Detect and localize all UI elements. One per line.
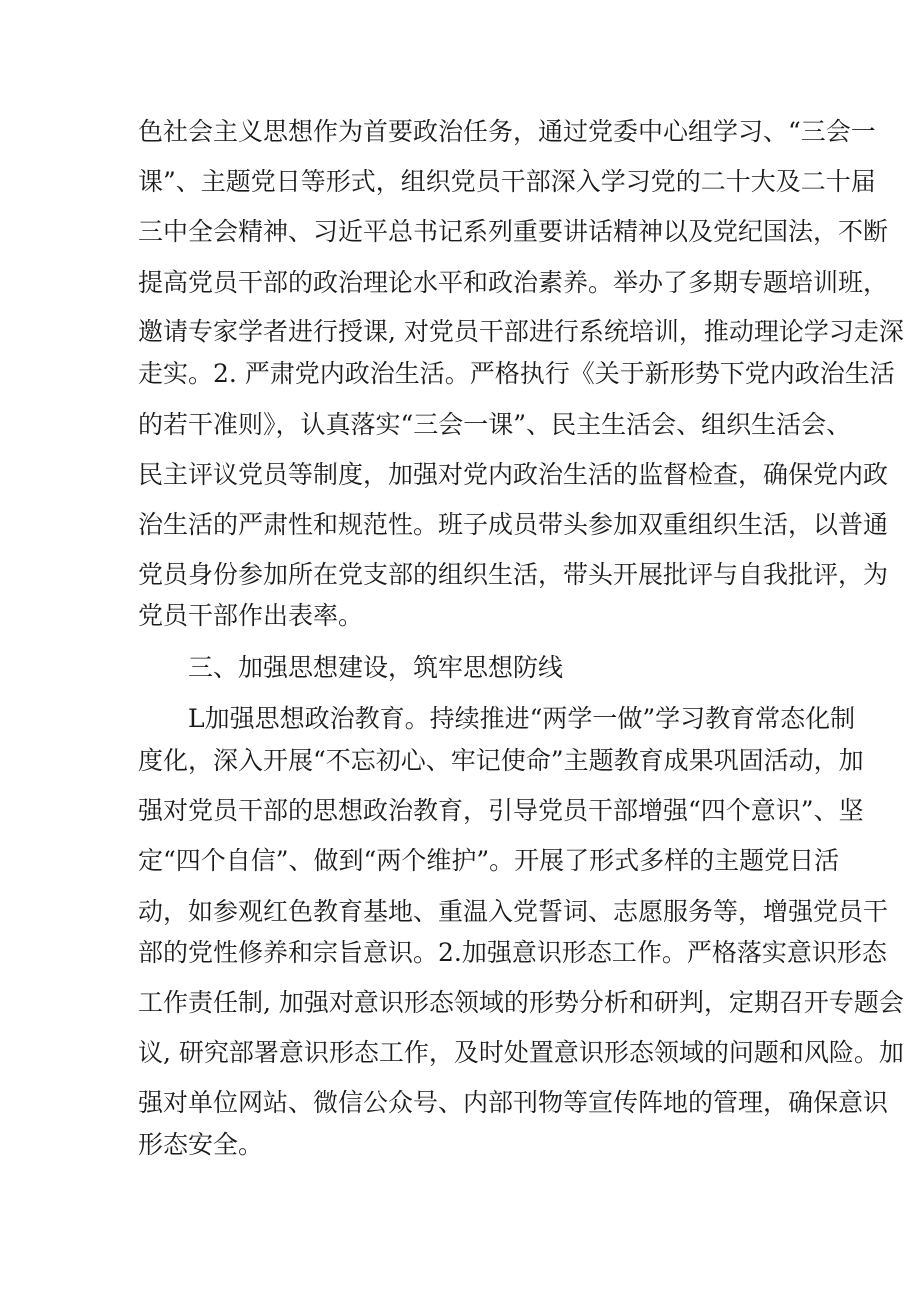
text-line: 强对单位网站、微信公众号、内部刊物等宣传阵地的管理，确保意识 [138, 1088, 889, 1117]
text-line: 强对党员干部的思想政治教育，引导党员干部增强“四个意识”、坚 [138, 796, 864, 825]
text-line: 课”、主题党日等形式，组织党员干部深入学习党的二十大及二十届 [138, 167, 876, 196]
text-line: 工作责任制, 加强对意识形态领域的形势分析和研判，定期召开专题会 [138, 988, 904, 1017]
paragraph-end-line: 党员干部作出表率。 [138, 601, 364, 630]
text-line: L加强思想政治教育。持续推进“两学一做”学习教育常态化制 [188, 704, 856, 733]
text-line: 邀请专家学者进行授课, 对党员干部进行系统培训，推动理论学习走深 [138, 317, 904, 346]
text-line: 定“四个自信”、做到“两个维护”。开展了形式多样的主题党日活 [138, 846, 840, 875]
text-line: 民主评议党员等制度，加强对党内政治生活的监督检查，确保党内政 [138, 460, 889, 489]
text-line: 提高党员干部的政治理论水平和政治素养。举办了多期专题培训班， [138, 268, 889, 297]
text-line: 度化，深入开展“不忘初心、牢记使命”主题教育成果巩固活动，加 [138, 746, 864, 775]
text-line: 色社会主义思想作为首要政治任务，通过党委中心组学习、“三会一 [138, 117, 876, 146]
paragraph-end-line: 形态安全。 [138, 1130, 264, 1159]
text-line: 部的党性修养和宗旨意识。2.加强意识形态工作。严格落实意识形态 [138, 938, 887, 967]
text-line: 治生活的严肃性和规范性。班子成员带头参加双重组织生活，以普通 [138, 510, 889, 539]
text-line: 党员身份参加所在党支部的组织生活，带头开展批评与自我批评，为 [138, 560, 889, 589]
text-line: 三中全会精神、习近平总书记系列重要讲话精神以及党纪国法，不断 [138, 217, 889, 246]
text-line: 议, 研究部署意识形态工作，及时处置意识形态领域的问题和风险。加 [138, 1038, 904, 1067]
text-line: 的若干准则》，认真落实“三会一课”、民主生活会、组织生活会、 [138, 410, 852, 439]
text-line: 动，如参观红色教育基地、重温入党誓词、志愿服务等，增强党员干 [138, 897, 889, 926]
section-heading: 三、加强思想建设，筑牢思想防线 [188, 653, 564, 682]
text-line: 走实。2. 严肃党内政治生活。严格执行《关于新形势下党内政治生活 [138, 359, 895, 388]
